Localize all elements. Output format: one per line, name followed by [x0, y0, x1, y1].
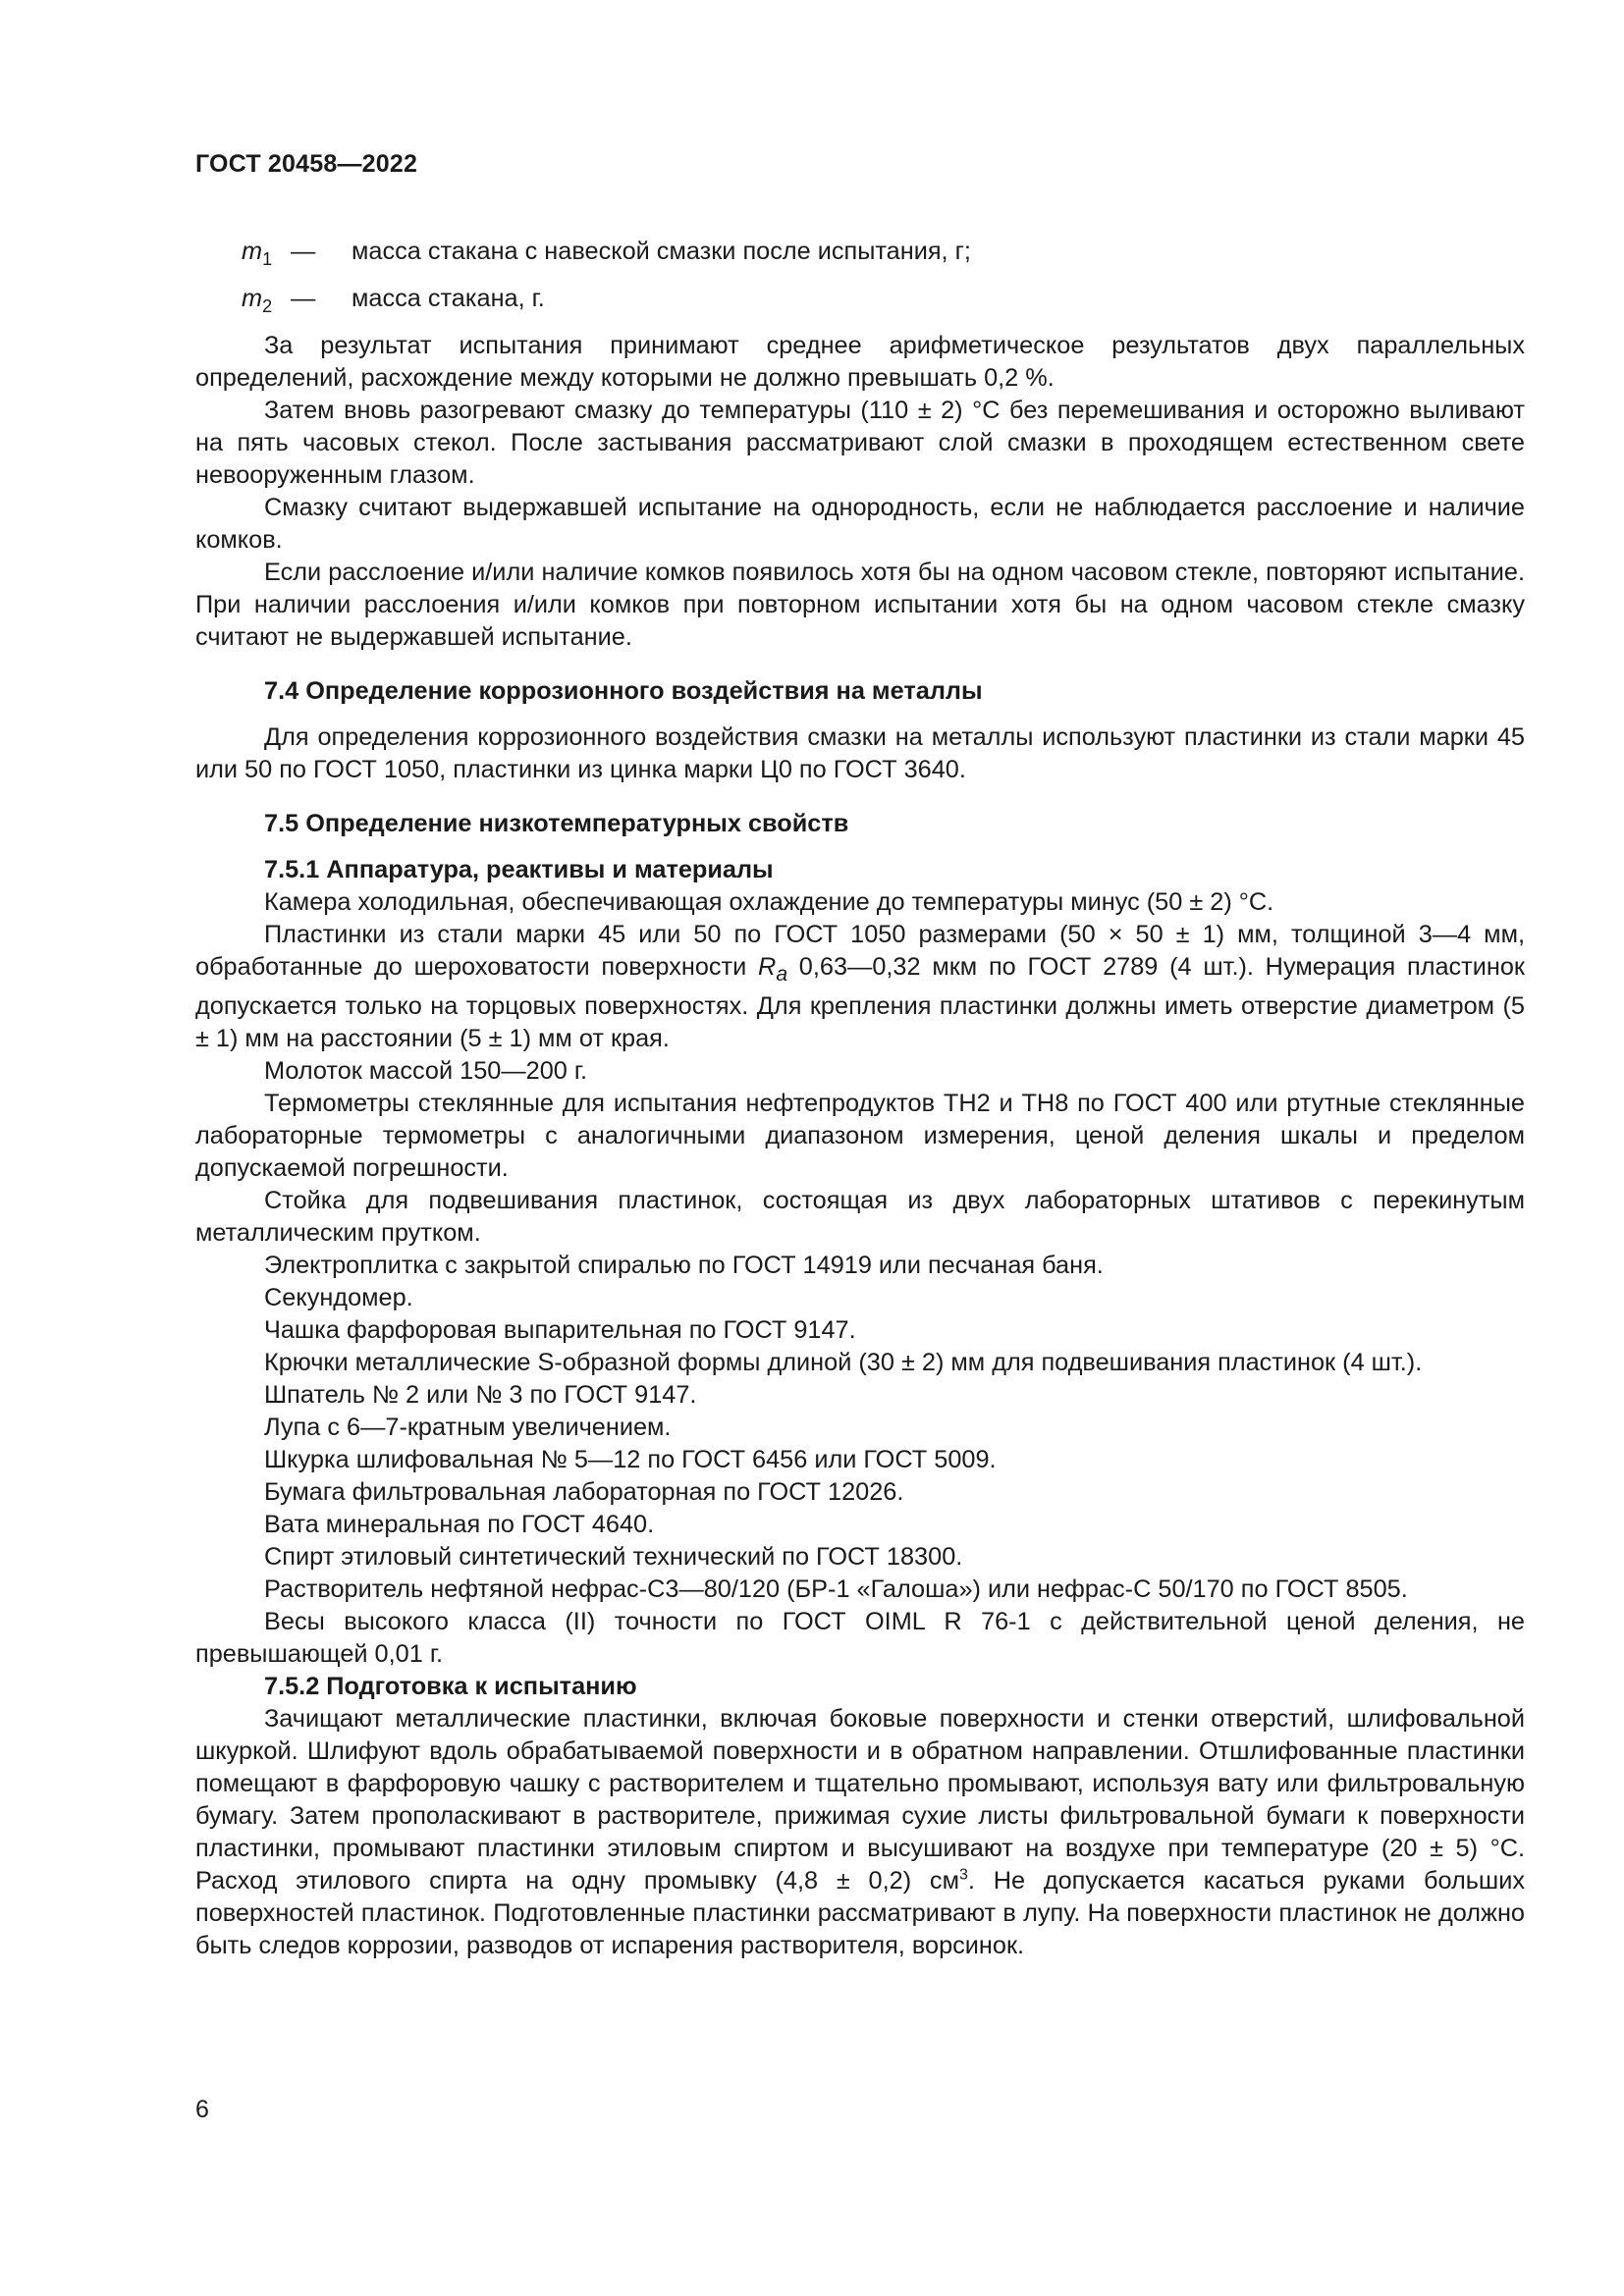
- list-item: Спирт этиловый синтетический технический по ГОСТ 18300.: [264, 1543, 963, 1572]
- paragraph: Камера холодильная, обеспечивающая охлаждение до температуры минус (50 ± 2) °С.: [264, 888, 1274, 917]
- document-header: ГОСТ 20458—2022: [195, 150, 418, 178]
- list-item: Чашка фарфоровая выпарительная по ГОСТ 9147.: [264, 1316, 856, 1345]
- paragraph: Для определения коррозионного воздействия смазки на металлы используют пластинки из стали марки 45 или 50 по ГОСТ 1050, пластинки из цинка марки Ц0 по ГОСТ 3640.: [195, 723, 1525, 784]
- variable-description: масса стакана с навеской смазки после испытания, г;: [352, 238, 971, 265]
- variable-dash: —: [291, 285, 316, 313]
- list-item: Вата минеральная по ГОСТ 4640.: [264, 1511, 655, 1539]
- paragraph: Зачищают металлические пластинки, включая боковые поверхности и стенки отверстий, шлифовальной шкуркой. Шлифуют вдоль обрабатываемой поверхности и в обратном направлении. Отшлифованные пластинки помещают в фарфоровую чашку с растворителем и тщательно промывают, используя вату или фильтровальную бумагу. Затем прополаскивают в растворителе, прижимая сухие листы фильтровальной бумаги к поверхности пластинки, промывают пластинки этиловым спиртом и высушивают на воздухе при температуре (20 ± 5) °С. Расход этилового спирта на одну промывку (4,8 ± 0,2) $см^3$. Не допускается касаться руками больших поверхностей пластинок. Подготовленные пластинки рассматривают в лупу. На поверхности пластинок не должно быть следов коррозии, разводов от испарения растворителя, ворсинок.: [195, 1705, 1525, 1960]
- list-item: Лупа с 6—7-кратным увеличением.: [264, 1414, 672, 1442]
- list-item: Термометры стеклянные для испытания нефтепродуктов ТН2 и ТН8 по ГОСТ 400 или ртутные стеклянные лабораторные термометры с аналогичными диапазоном измерения, ценой деления шкалы и пределом допускаемой погрешности.: [195, 1090, 1525, 1183]
- list-item: Электроплитка с закрытой спиралью по ГОСТ 14919 или песчаная баня.: [264, 1252, 1104, 1280]
- list-item: Шкурка шлифовальная № 5—12 по ГОСТ 6456 или ГОСТ 5009.: [264, 1446, 997, 1474]
- paragraph: Пластинки из стали марки 45 или 50 по ГОСТ 1050 размерами (50 × 50 ± 1) мм, толщиной 3—4 мм, обработанные до шероховатости поверхности $R_a$ 0,63—0,32 мкм по ГОСТ 2789 (4 шт.). Нумерация пластинок допускается только на торцовых поверхностях. Для крепления пластинки должны иметь отверстие диаметром (5 ± 1) мм на расстоянии (5 ± 1) мм от края.: [195, 921, 1525, 1053]
- variable-description: масса стакана, г.: [352, 285, 545, 313]
- list-item: Весы высокого класса (II) точности по ГОСТ OIML R 76-1 с действительной ценой деления, не превышающей 0,01 г.: [195, 1608, 1525, 1669]
- list-item: Растворитель нефтяной нефрас-С3—80/120 (БР-1 «Галоша») или нефрас-С 50/170 по ГОСТ 8505.: [264, 1575, 1408, 1604]
- variable-symbol: $m_2$: [242, 285, 273, 317]
- section-heading-7-5: 7.5 Определение низкотемпературных свойств: [264, 810, 849, 838]
- paragraph: Затем вновь разогревают смазку до температуры (110 ± 2) °С без перемешивания и осторожно выливают на пять часовых стекол. После застывания рассматривают слой смазки в проходящем естественном свете невооруженным глазом.: [195, 397, 1525, 490]
- paragraph: Смазку считают выдержавшей испытание на однородность, если не наблюдается расслоение и наличие комков.: [195, 494, 1525, 555]
- paragraph: Если расслоение и/или наличие комков появилось хотя бы на одном часовом стекле, повторяют испытание. При наличии расслоения и/или комков при повторном испытании хотя бы на одном часовом стекле смазку считают не выдержавшей испытание.: [195, 559, 1525, 652]
- list-item: Стойка для подвешивания пластинок, состоящая из двух лабораторных штативов с перекинутым металлическим прутком.: [195, 1187, 1525, 1248]
- variable-symbol: $m_1$: [242, 238, 273, 270]
- paragraph: За результат испытания принимают среднее арифметическое результатов двух параллельных определений, расхождение между которыми не должно превышать 0,2 %.: [195, 332, 1525, 393]
- list-item: Бумага фильтровальная лабораторная по ГОСТ 12026.: [264, 1478, 904, 1507]
- list-item: Секундомер.: [264, 1284, 413, 1312]
- variable-dash: —: [291, 238, 316, 265]
- list-item: Шпатель № 2 или № 3 по ГОСТ 9147.: [264, 1381, 697, 1410]
- list-item: Крючки металлические S-образной формы длиной (30 ± 2) мм для подвешивания пластинок (4 шт.).: [264, 1349, 1423, 1377]
- variable-definition: [242, 236, 1525, 276]
- document-body: [195, 236, 1525, 1962]
- section-heading-7-4: 7.4 Определение коррозионного воздействия на металлы: [264, 677, 983, 706]
- page-number: 6: [195, 2096, 209, 2123]
- list-item: Молоток массой 150—200 г.: [264, 1057, 588, 1086]
- section-heading-7-5-2: 7.5.2 Подготовка к испытанию: [264, 1673, 637, 1701]
- variable-definition: [242, 283, 1525, 323]
- section-heading-7-5-1: 7.5.1 Аппаратура, реактивы и материалы: [264, 856, 774, 884]
